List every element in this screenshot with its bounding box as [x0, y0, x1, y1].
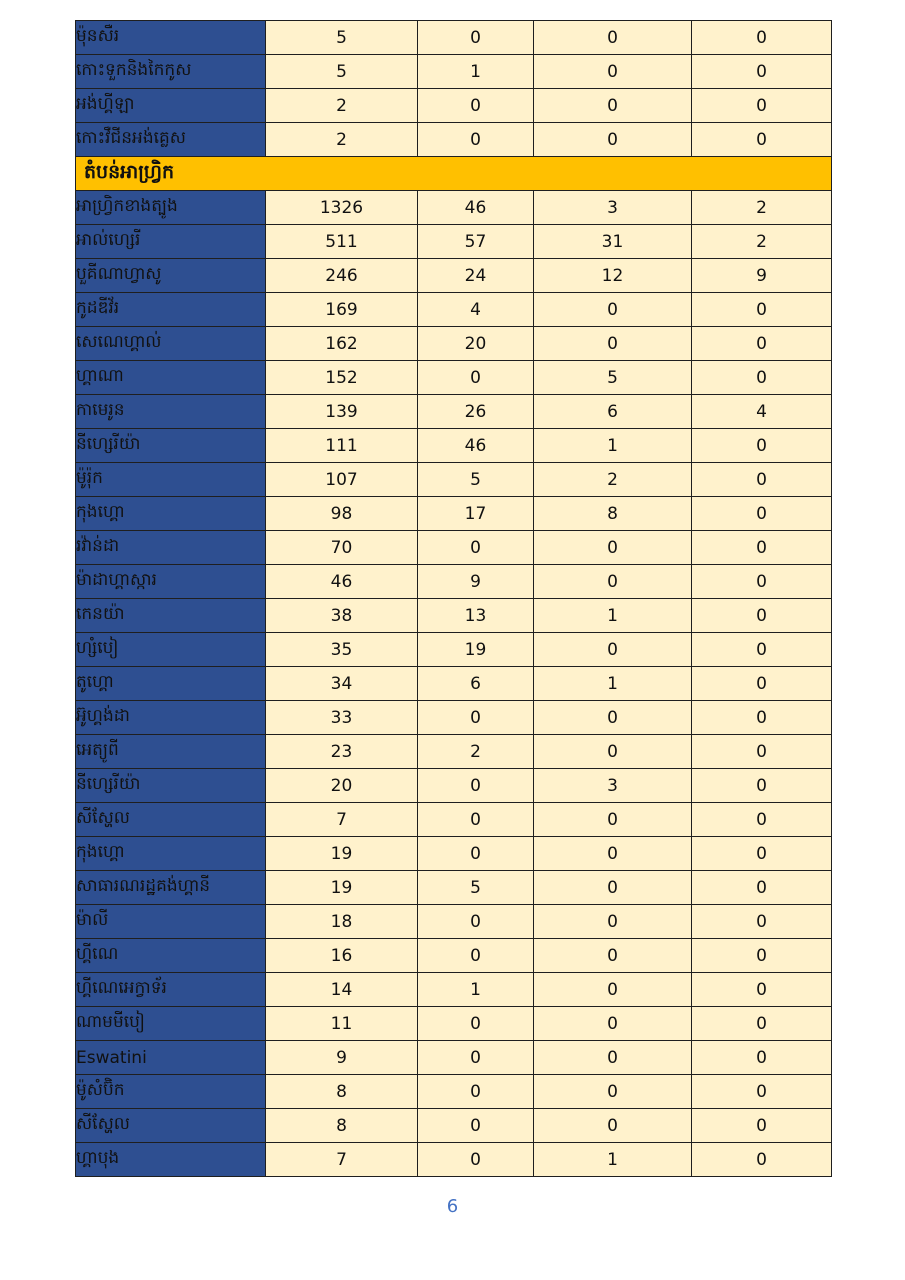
value-cell-col4: 2: [692, 225, 832, 259]
value-cell-col4: 0: [692, 633, 832, 667]
value-cell-col2: 46: [418, 191, 534, 225]
table-row: [76, 1041, 832, 1075]
value-cell-col4: 0: [692, 89, 832, 123]
value-cell-col3: 0: [534, 803, 692, 837]
country-name-cell: ណាមមីបៀ: [76, 1007, 266, 1041]
value-cell-col1: 19: [266, 871, 418, 905]
value-cell-col1: 33: [266, 701, 418, 735]
value-cell-col1: 8: [266, 1075, 418, 1109]
country-name-cell: ម៉ូសំប៊ិក: [76, 1075, 266, 1109]
value-cell-col4: 0: [692, 939, 832, 973]
value-cell-col3: 0: [534, 905, 692, 939]
table-row: [76, 123, 832, 157]
country-name-cell: Eswatini: [76, 1041, 266, 1075]
country-name-cell: រវ៉ាន់ដា: [76, 531, 266, 565]
value-cell-col1: 111: [266, 429, 418, 463]
country-name-cell: សីស្ហែល: [76, 803, 266, 837]
table-body-top: [76, 21, 832, 157]
value-cell-col3: 0: [534, 701, 692, 735]
value-cell-col2: 20: [418, 327, 534, 361]
table-row: [76, 735, 832, 769]
value-cell-col3: 31: [534, 225, 692, 259]
value-cell-col2: 17: [418, 497, 534, 531]
table-row: [76, 21, 832, 55]
value-cell-col3: 5: [534, 361, 692, 395]
country-name-cell: ម៉ាដាហ្គាស្ការ: [76, 565, 266, 599]
value-cell-col2: 0: [418, 769, 534, 803]
value-cell-col3: 0: [534, 1109, 692, 1143]
value-cell-col1: 511: [266, 225, 418, 259]
value-cell-col2: 0: [418, 531, 534, 565]
value-cell-col2: 13: [418, 599, 534, 633]
region-label: តំបន់អាហ្វ្រិក: [76, 157, 832, 191]
table-row: [76, 667, 832, 701]
value-cell-col4: 0: [692, 837, 832, 871]
value-cell-col4: 9: [692, 259, 832, 293]
value-cell-col3: 0: [534, 123, 692, 157]
country-name-cell: សាធារណរដ្ឋគង់ហ្គានី: [76, 871, 266, 905]
value-cell-col1: 5: [266, 21, 418, 55]
value-cell-col1: 8: [266, 1109, 418, 1143]
value-cell-col1: 11: [266, 1007, 418, 1041]
value-cell-col4: 0: [692, 1007, 832, 1041]
table-row: [76, 837, 832, 871]
value-cell-col4: 0: [692, 599, 832, 633]
country-stats-table: [75, 20, 832, 1177]
value-cell-col4: 0: [692, 361, 832, 395]
value-cell-col2: 5: [418, 871, 534, 905]
value-cell-col1: 9: [266, 1041, 418, 1075]
value-cell-col3: 6: [534, 395, 692, 429]
value-cell-col1: 107: [266, 463, 418, 497]
value-cell-col1: 139: [266, 395, 418, 429]
table-row: [76, 259, 832, 293]
table-row: [76, 55, 832, 89]
country-name-cell: ម៉ុនសឺរ: [76, 21, 266, 55]
value-cell-col4: 0: [692, 735, 832, 769]
table-row: [76, 939, 832, 973]
value-cell-col3: 0: [534, 633, 692, 667]
value-cell-col3: 0: [534, 55, 692, 89]
value-cell-col4: 0: [692, 1143, 832, 1177]
value-cell-col4: 0: [692, 769, 832, 803]
value-cell-col2: 24: [418, 259, 534, 293]
value-cell-col1: 162: [266, 327, 418, 361]
value-cell-col3: 0: [534, 735, 692, 769]
value-cell-col2: 0: [418, 21, 534, 55]
table-row: [76, 429, 832, 463]
value-cell-col3: 1: [534, 1143, 692, 1177]
country-name-cell: សីស្ហែល: [76, 1109, 266, 1143]
table-row: [76, 225, 832, 259]
table-row: [76, 803, 832, 837]
value-cell-col1: 2: [266, 89, 418, 123]
country-name-cell: ហ្គាបុង: [76, 1143, 266, 1177]
country-name-cell: ហ្សំបៀ: [76, 633, 266, 667]
country-name-cell: នីហ្សេរីយ៉ា: [76, 769, 266, 803]
value-cell-col4: 0: [692, 21, 832, 55]
value-cell-col3: 0: [534, 565, 692, 599]
value-cell-col3: 0: [534, 939, 692, 973]
country-name-cell: អាល់ហ្សេរី: [76, 225, 266, 259]
value-cell-col2: 19: [418, 633, 534, 667]
value-cell-col3: 0: [534, 1041, 692, 1075]
country-name-cell: កុងហ្គោ: [76, 497, 266, 531]
value-cell-col2: 46: [418, 429, 534, 463]
country-name-cell: តូហ្គោ: [76, 667, 266, 701]
value-cell-col4: 0: [692, 871, 832, 905]
country-name-cell: សេណេហ្គាល់: [76, 327, 266, 361]
table-row: [76, 769, 832, 803]
value-cell-col2: 0: [418, 1109, 534, 1143]
table-row: [76, 293, 832, 327]
value-cell-col1: 7: [266, 1143, 418, 1177]
country-name-cell: អ៊ូហ្គង់ដា: [76, 701, 266, 735]
table-row: [76, 89, 832, 123]
value-cell-col3: 1: [534, 599, 692, 633]
value-cell-col2: 0: [418, 905, 534, 939]
value-cell-col1: 20: [266, 769, 418, 803]
value-cell-col1: 2: [266, 123, 418, 157]
value-cell-col2: 4: [418, 293, 534, 327]
table-row: [76, 191, 832, 225]
value-cell-col4: 0: [692, 1075, 832, 1109]
country-name-cell: កាមេរូន: [76, 395, 266, 429]
value-cell-col2: 5: [418, 463, 534, 497]
value-cell-col2: 0: [418, 123, 534, 157]
value-cell-col1: 23: [266, 735, 418, 769]
country-name-cell: ម៉ាលី: [76, 905, 266, 939]
value-cell-col2: 0: [418, 837, 534, 871]
country-name-cell: បួគីណាហ្វាសូ: [76, 259, 266, 293]
value-cell-col2: 26: [418, 395, 534, 429]
value-cell-col4: 0: [692, 667, 832, 701]
table-row: [76, 565, 832, 599]
country-name-cell: ម៉ូរ៉ុក: [76, 463, 266, 497]
country-name-cell: ហ្គីណេអេក្វាទ័រ: [76, 973, 266, 1007]
value-cell-col2: 0: [418, 701, 534, 735]
value-cell-col2: 6: [418, 667, 534, 701]
value-cell-col4: 0: [692, 973, 832, 1007]
country-name-cell: អាហ្វ្រិកខាងត្បូង: [76, 191, 266, 225]
value-cell-col2: 0: [418, 89, 534, 123]
value-cell-col4: 0: [692, 701, 832, 735]
table-row: [76, 905, 832, 939]
table-row: [76, 701, 832, 735]
value-cell-col1: 38: [266, 599, 418, 633]
value-cell-col1: 169: [266, 293, 418, 327]
value-cell-col1: 19: [266, 837, 418, 871]
value-cell-col4: 0: [692, 803, 832, 837]
value-cell-col4: 0: [692, 1109, 832, 1143]
value-cell-col3: 3: [534, 769, 692, 803]
table-row: [76, 1075, 832, 1109]
country-name-cell: អង់ហ្គីឡា: [76, 89, 266, 123]
value-cell-col2: 0: [418, 803, 534, 837]
value-cell-col3: 3: [534, 191, 692, 225]
country-name-cell: កូដឌីវ័រ: [76, 293, 266, 327]
value-cell-col1: 35: [266, 633, 418, 667]
value-cell-col4: 0: [692, 463, 832, 497]
table-row: [76, 1007, 832, 1041]
value-cell-col2: 0: [418, 939, 534, 973]
value-cell-col1: 7: [266, 803, 418, 837]
value-cell-col3: 0: [534, 1007, 692, 1041]
value-cell-col1: 246: [266, 259, 418, 293]
value-cell-col2: 0: [418, 1143, 534, 1177]
country-name-cell: កោះវឺជីនអង់គ្លេស: [76, 123, 266, 157]
country-name-cell: ហ្គីណេ: [76, 939, 266, 973]
table-row: [76, 361, 832, 395]
value-cell-col4: 0: [692, 1041, 832, 1075]
country-name-cell: កេនយ៉ា: [76, 599, 266, 633]
value-cell-col4: 4: [692, 395, 832, 429]
country-name-cell: នីហ្សេរីយ៉ា: [76, 429, 266, 463]
value-cell-col2: 1: [418, 973, 534, 1007]
value-cell-col4: 2: [692, 191, 832, 225]
value-cell-col3: 0: [534, 1075, 692, 1109]
value-cell-col4: 0: [692, 905, 832, 939]
region-section: [76, 157, 832, 191]
value-cell-col3: 0: [534, 531, 692, 565]
value-cell-col2: 1: [418, 55, 534, 89]
value-cell-col2: 0: [418, 1041, 534, 1075]
table-row: [76, 1109, 832, 1143]
value-cell-col2: 2: [418, 735, 534, 769]
table-row: [76, 599, 832, 633]
value-cell-col3: 1: [534, 667, 692, 701]
value-cell-col1: 18: [266, 905, 418, 939]
region-header-row: [76, 157, 832, 191]
value-cell-col1: 152: [266, 361, 418, 395]
country-name-cell: ហ្គាណា: [76, 361, 266, 395]
value-cell-col4: 0: [692, 293, 832, 327]
value-cell-col1: 70: [266, 531, 418, 565]
value-cell-col3: 0: [534, 89, 692, 123]
country-name-cell: កោះទួកនិងកៃកូស: [76, 55, 266, 89]
value-cell-col1: 14: [266, 973, 418, 1007]
table-row: [76, 327, 832, 361]
table-row: [76, 531, 832, 565]
value-cell-col3: 2: [534, 463, 692, 497]
value-cell-col4: 0: [692, 497, 832, 531]
value-cell-col4: 0: [692, 327, 832, 361]
value-cell-col4: 0: [692, 429, 832, 463]
table-row: [76, 973, 832, 1007]
value-cell-col1: 5: [266, 55, 418, 89]
table-row: [76, 463, 832, 497]
value-cell-col1: 34: [266, 667, 418, 701]
value-cell-col2: 57: [418, 225, 534, 259]
value-cell-col3: 0: [534, 21, 692, 55]
value-cell-col3: 0: [534, 837, 692, 871]
table-row: [76, 1143, 832, 1177]
country-name-cell: កុងហ្គោ: [76, 837, 266, 871]
table-row: [76, 395, 832, 429]
value-cell-col4: 0: [692, 55, 832, 89]
table-row: [76, 871, 832, 905]
value-cell-col3: 0: [534, 973, 692, 1007]
value-cell-col1: 98: [266, 497, 418, 531]
value-cell-col4: 0: [692, 123, 832, 157]
table-body-africa: [76, 191, 832, 1177]
value-cell-col2: 0: [418, 1075, 534, 1109]
value-cell-col3: 0: [534, 327, 692, 361]
value-cell-col2: 0: [418, 361, 534, 395]
value-cell-col4: 0: [692, 531, 832, 565]
value-cell-col3: 12: [534, 259, 692, 293]
value-cell-col1: 1326: [266, 191, 418, 225]
table-row: [76, 633, 832, 667]
value-cell-col4: 0: [692, 565, 832, 599]
table-row: [76, 497, 832, 531]
value-cell-col3: 1: [534, 429, 692, 463]
value-cell-col2: 0: [418, 1007, 534, 1041]
value-cell-col2: 9: [418, 565, 534, 599]
value-cell-col3: 0: [534, 293, 692, 327]
value-cell-col3: 0: [534, 871, 692, 905]
value-cell-col1: 46: [266, 565, 418, 599]
page-number: 6: [446, 1196, 459, 1217]
value-cell-col1: 16: [266, 939, 418, 973]
value-cell-col3: 8: [534, 497, 692, 531]
country-name-cell: អេត្យូពី: [76, 735, 266, 769]
